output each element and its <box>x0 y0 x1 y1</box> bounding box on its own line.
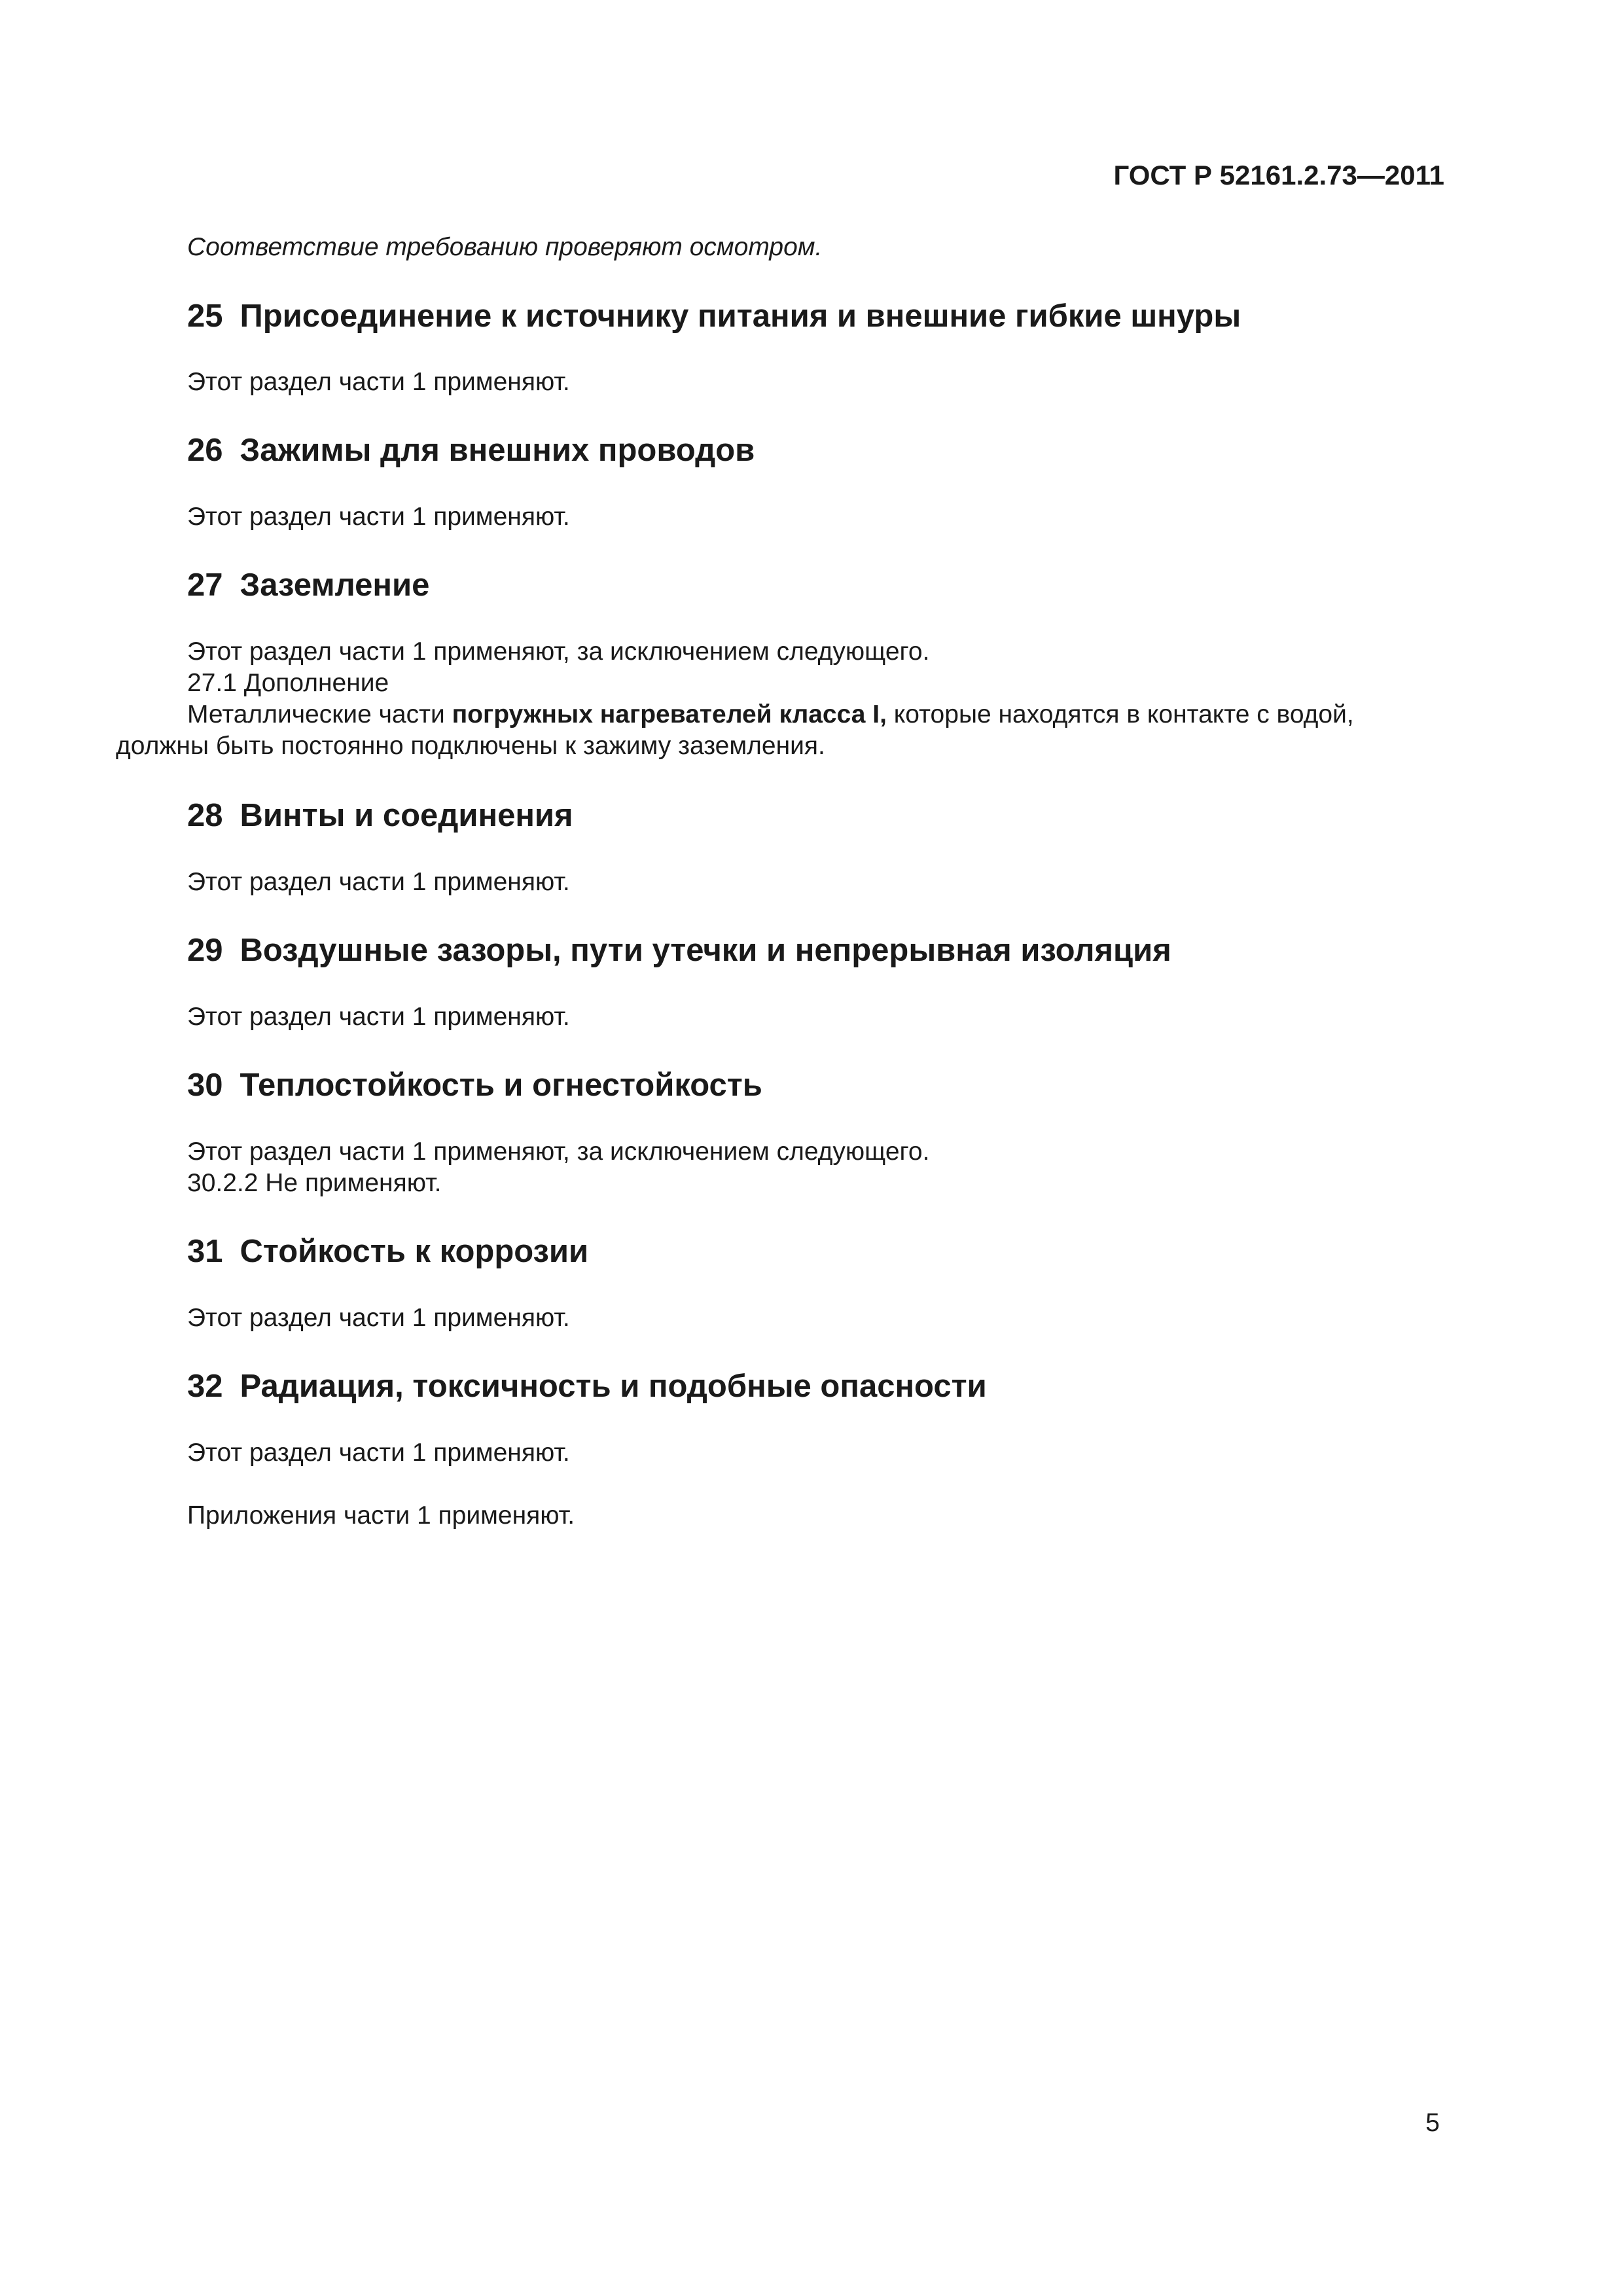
annexes-note: Приложения части 1 применяют. <box>187 1501 575 1530</box>
compliance-note: Соответствие требованию проверяют осмотром. <box>187 233 823 261</box>
section-title: Зажимы для внешних проводов <box>240 433 755 468</box>
section-number: 31 <box>187 1234 223 1269</box>
section-31-heading <box>187 1236 588 1268</box>
subclause-27-1-paragraph <box>187 702 1354 727</box>
section-number: 32 <box>187 1369 223 1404</box>
section-number: 28 <box>187 798 223 833</box>
section-number: 25 <box>187 298 223 334</box>
page-number: 5 <box>1425 2109 1440 2137</box>
section-27-heading <box>187 569 429 601</box>
section-26-body: Этот раздел части 1 применяют. <box>187 503 570 531</box>
paragraph-text: Металлические части <box>187 700 452 728</box>
subclause-30-2-2: 30.2.2 Не применяют. <box>187 1169 442 1197</box>
section-27-body: Этот раздел части 1 применяют, за исключением следующего. <box>187 637 930 666</box>
section-25-body: Этот раздел части 1 применяют. <box>187 368 570 396</box>
section-title: Стойкость к коррозии <box>240 1234 589 1269</box>
section-28-body: Этот раздел части 1 применяют. <box>187 868 570 896</box>
section-title: Радиация, токсичность и подобные опасности <box>240 1369 987 1404</box>
section-26-heading <box>187 435 755 467</box>
section-25-heading <box>187 300 1241 332</box>
section-32-heading <box>187 1371 987 1403</box>
section-title: Присоединение к источнику питания и внешние гибкие шнуры <box>240 298 1241 334</box>
section-title: Заземление <box>240 567 430 603</box>
section-29-body: Этот раздел части 1 применяют. <box>187 1003 570 1031</box>
section-30-body: Этот раздел части 1 применяют, за исключением следующего. <box>187 1138 930 1166</box>
section-number: 26 <box>187 433 223 468</box>
section-number: 30 <box>187 1067 223 1103</box>
section-29-heading <box>187 935 1171 967</box>
subclause-27-1: 27.1 Дополнение <box>187 669 389 697</box>
section-number: 27 <box>187 567 223 603</box>
subclause-27-1-paragraph-continuation: должны быть постоянно подключены к зажиму заземления. <box>116 732 825 760</box>
section-30-heading <box>187 1069 762 1102</box>
section-32-body: Этот раздел части 1 применяют. <box>187 1439 570 1467</box>
document-code: ГОСТ Р 52161.2.73—2011 <box>1113 160 1444 190</box>
section-number: 29 <box>187 933 223 968</box>
section-title: Воздушные зазоры, пути утечки и непрерывная изоляция <box>240 933 1171 968</box>
paragraph-bold-term: погружных нагревателей класса I, <box>452 700 887 728</box>
section-title: Теплостойкость и огнестойкость <box>240 1067 762 1103</box>
section-28-heading <box>187 800 573 832</box>
paragraph-text: которые находятся в контакте с водой, <box>886 700 1354 728</box>
section-31-body: Этот раздел части 1 применяют. <box>187 1304 570 1332</box>
section-title: Винты и соединения <box>240 798 573 833</box>
